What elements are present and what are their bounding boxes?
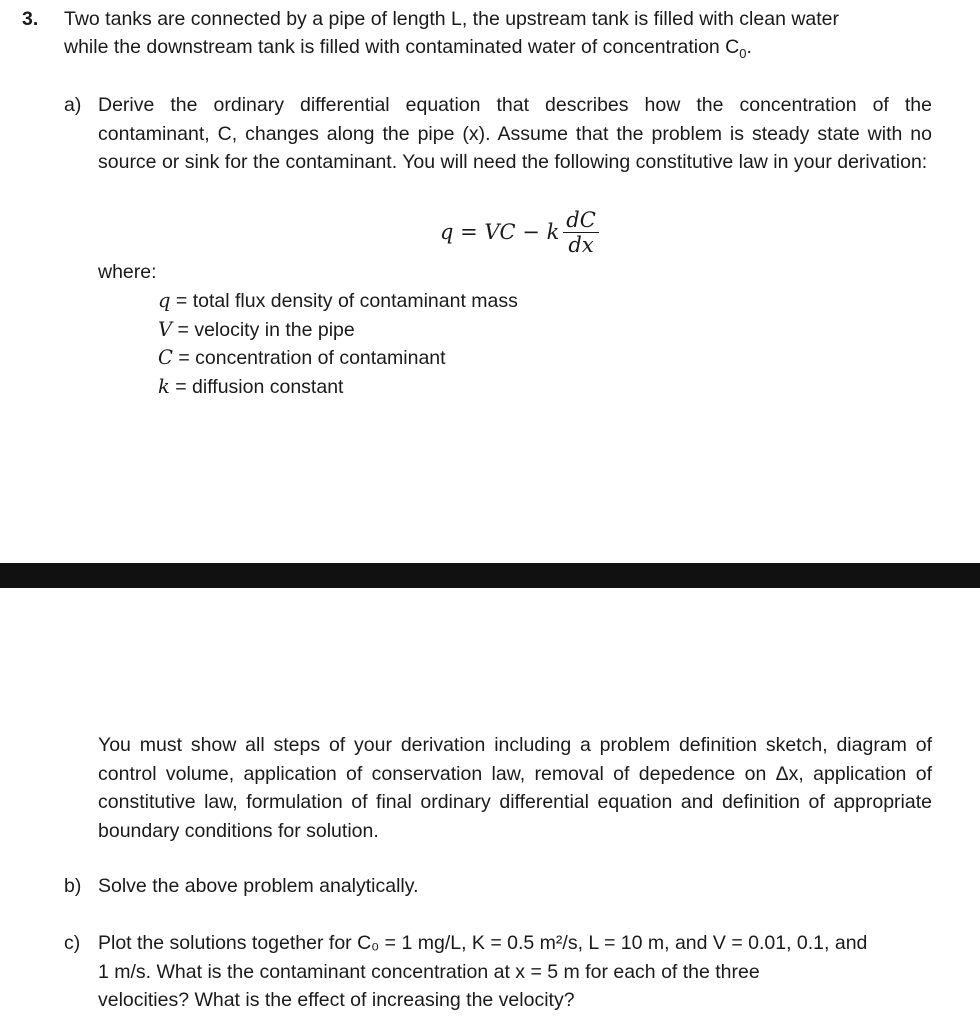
constitutive-equation bbox=[440, 204, 599, 260]
definition-v bbox=[158, 316, 518, 345]
definition-c bbox=[158, 344, 518, 373]
part-a-text: Derive the ordinary differential equation that describes how the concentration of the contaminant, C, changes along the pipe (x). Assume that the problem is steady state with no source or sink for the contaminant. You will need the following constitutive law in your derivation: bbox=[98, 94, 932, 173]
symbol-v: V bbox=[158, 317, 173, 341]
part-c-label: c) bbox=[64, 932, 81, 954]
fraction-denominator: dx bbox=[568, 232, 594, 257]
definition-c-text: = concentration of contaminant bbox=[172, 347, 446, 369]
c0-subscript: 0 bbox=[739, 45, 747, 61]
part-c-line1: Plot the solutions together for C₀ = 1 mg/L, K = 0.5 m²/s, L = 10 m, and V = 0.01, 0.1, and bbox=[98, 932, 868, 954]
part-c-line2: 1 m/s. What is the contaminant concentration at x = 5 m for each of the three bbox=[98, 960, 760, 983]
question-number: 3. bbox=[22, 8, 39, 30]
equation-lhs: q = VC − k bbox=[440, 220, 560, 244]
question-intro-line2-end: . bbox=[746, 36, 752, 58]
symbol-q: q bbox=[158, 289, 171, 312]
question-intro-line1-text: Two tanks are connected by a pipe of length L, the upstream tank is filled with clean water bbox=[64, 8, 840, 30]
definition-q-text: = total flux density of contaminant mass bbox=[170, 290, 518, 312]
where-label: where: bbox=[98, 261, 157, 283]
derivative-fraction bbox=[563, 208, 599, 257]
definitions-list bbox=[158, 287, 518, 401]
derivation-instructions: You must show all steps of your derivation including a problem definition sketch, diagram of control volume, application of conservation law, removal of depedence on Δx, application of constitutive law, formulation of final ordinary differential equation and definition of appropriate boundary conditions for solution. bbox=[98, 734, 932, 842]
question-intro-line1 bbox=[64, 5, 944, 34]
question-intro-line2 bbox=[64, 33, 752, 68]
definition-v-text: = velocity in the pipe bbox=[172, 318, 355, 341]
part-b-label: b) bbox=[64, 875, 82, 897]
definition-k-text: = diffusion constant bbox=[169, 375, 344, 398]
part-b-text: Solve the above problem analytically. bbox=[98, 875, 419, 897]
part-c-text bbox=[98, 929, 948, 1015]
page-separator-bar bbox=[0, 563, 980, 588]
symbol-c: C bbox=[158, 346, 173, 369]
part-c-line3: velocities? What is the effect of increasing the velocity? bbox=[98, 989, 575, 1011]
question-intro-line2-text: while the downstream tank is filled with contaminated water of concentration C bbox=[64, 36, 740, 58]
fraction-numerator: dC bbox=[563, 208, 599, 233]
definition-k bbox=[158, 373, 518, 402]
definition-q bbox=[158, 287, 518, 316]
part-a-label: a) bbox=[64, 94, 82, 116]
symbol-k: k bbox=[158, 374, 170, 398]
